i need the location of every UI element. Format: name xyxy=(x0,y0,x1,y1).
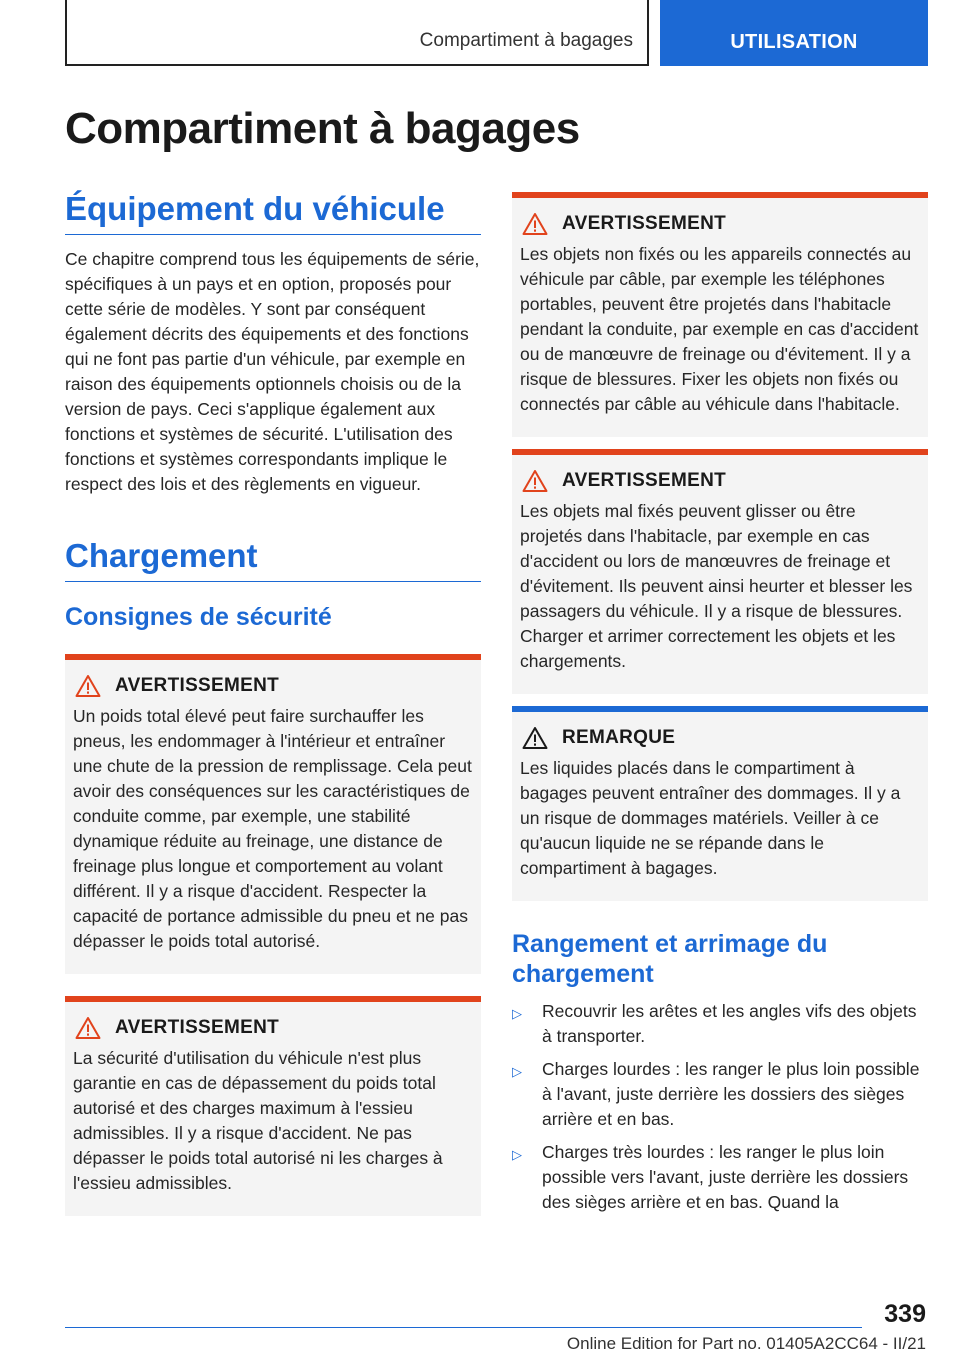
warning-triangle-icon xyxy=(522,469,548,493)
warning-box xyxy=(512,192,928,437)
right-column xyxy=(512,192,928,1223)
page-number: 339 xyxy=(884,1300,926,1328)
list-item xyxy=(512,1140,928,1215)
note-triangle-icon xyxy=(522,726,548,750)
header-section-tab: UTILISATION xyxy=(660,0,928,66)
list-item xyxy=(512,1057,928,1132)
left-column xyxy=(65,190,481,1216)
footer-divider xyxy=(65,1327,862,1328)
warning-text: Un poids total élevé peut faire surchauffer les pneus, les endommager à l'intérieur et entraîner une chute de la pression de remplissage. Cela peut avoir des conséquences sur les caractéristiques de conduite comme, par exemple, une stabilité dynamique réduite au freinage, une distance de freinage plus longue et comportement au volant différent. Il y a risque d'accident. Respecter la capacité de portance admissible du pneu et ne pas dépasser le poids total autorisé. xyxy=(73,706,472,951)
warning-label: AVERTISSEMENT xyxy=(115,675,280,696)
warning-triangle-icon xyxy=(522,212,548,236)
triangle-bullet-icon: ▷ xyxy=(512,1147,522,1162)
warning-box xyxy=(65,996,481,1216)
warning-box xyxy=(512,449,928,694)
note-label: REMARQUE xyxy=(562,727,676,748)
edition-text: Online Edition for Part no. 01405A2CC64 - II/21 xyxy=(566,1334,926,1353)
warning-label: AVERTISSEMENT xyxy=(562,213,727,234)
equipment-heading: Équipement du véhicule xyxy=(65,190,481,235)
warning-label: AVERTISSEMENT xyxy=(115,1017,280,1038)
warning-box xyxy=(65,654,481,974)
equipment-text: Ce chapitre comprend tous les équipements de série, spécifiques à un pays et en option, proposés pour cette série de modèles. Y sont par conséquent également décrits des équipements et des fonctions qui ne font pas partie d'un véhicule, par exemple en raison des équipements optionnels choisis ou de la version de pays. Ceci s'applique également aux fonctions et systèmes de sécurité. L'utilisation des fonctions et systèmes correspondants implique le respect des lois et des règlements en vigueur. xyxy=(65,249,480,494)
warning-text: Les objets mal fixés peuvent glisser ou être projetés dans l'habitacle, par exemple en cas d'accident ou lors de manœuvres de freinage et d'évitement. Ils peuvent ainsi heurter et blesser les passagers du véhicule. Il y a risque de blessures. Charger et arrimer correctement les objets et les chargements. xyxy=(520,501,913,671)
safety-heading: Consignes de sécurité xyxy=(65,603,332,631)
note-box xyxy=(512,706,928,901)
warning-label: AVERTISSEMENT xyxy=(562,470,727,491)
warning-triangle-icon xyxy=(75,674,101,698)
warning-text: La sécurité d'utilisation du véhicule n'est plus garantie en cas de dépassement du poids total autorisé et des charges maximum à l'essieu admissibles. Il y a risque d'accident. Ne pas dépasser le poids total autorisé ni les charges à l'essieu admissibles. xyxy=(73,1048,443,1193)
warning-triangle-icon xyxy=(75,1016,101,1040)
page-title: Compartiment à bagages xyxy=(65,104,580,153)
triangle-bullet-icon: ▷ xyxy=(512,1064,522,1079)
note-text: Les liquides placés dans le compartiment à bagages peuvent entraîner des dommages. Il y a un risque de dommages matériels. Veiller à ce qu'aucun liquide ne se répande dans le compartiment à bagages. xyxy=(520,758,901,878)
warning-text: Les objets non fixés ou les appareils connectés au véhicule par câble, par exemple les téléphones portables, peuvent être projetés dans l'habitacle pendant la conduite, par exemple en cas d'accident ou de manœuvre de freinage ou d'évitement. Il y a risque de blessures. Fixer les objets non fixés ou connectés par câble au véhicule dans l'habitacle. xyxy=(520,244,919,414)
header-chapter-title: Compartiment à bagages xyxy=(419,30,633,51)
stowage-heading: Rangement et arrimage du chargement xyxy=(512,930,828,988)
list-item-text: Charges très lourdes : les ranger le plus loin possible vers l'avant, juste derrière les dossiers des sièges arrière et en bas. Quand la xyxy=(542,1142,909,1212)
header-chapter-box xyxy=(65,0,649,66)
loading-heading: Chargement xyxy=(65,537,481,582)
stowage-list xyxy=(512,999,928,1215)
triangle-bullet-icon: ▷ xyxy=(512,1006,522,1021)
list-item-text: Recouvrir les arêtes et les angles vifs des objets à transporter. xyxy=(542,1001,917,1046)
list-item xyxy=(512,999,928,1049)
list-item-text: Charges lourdes : les ranger le plus loin possible à l'avant, juste derrière les dossiers des sièges arrière et en bas. xyxy=(542,1059,920,1129)
